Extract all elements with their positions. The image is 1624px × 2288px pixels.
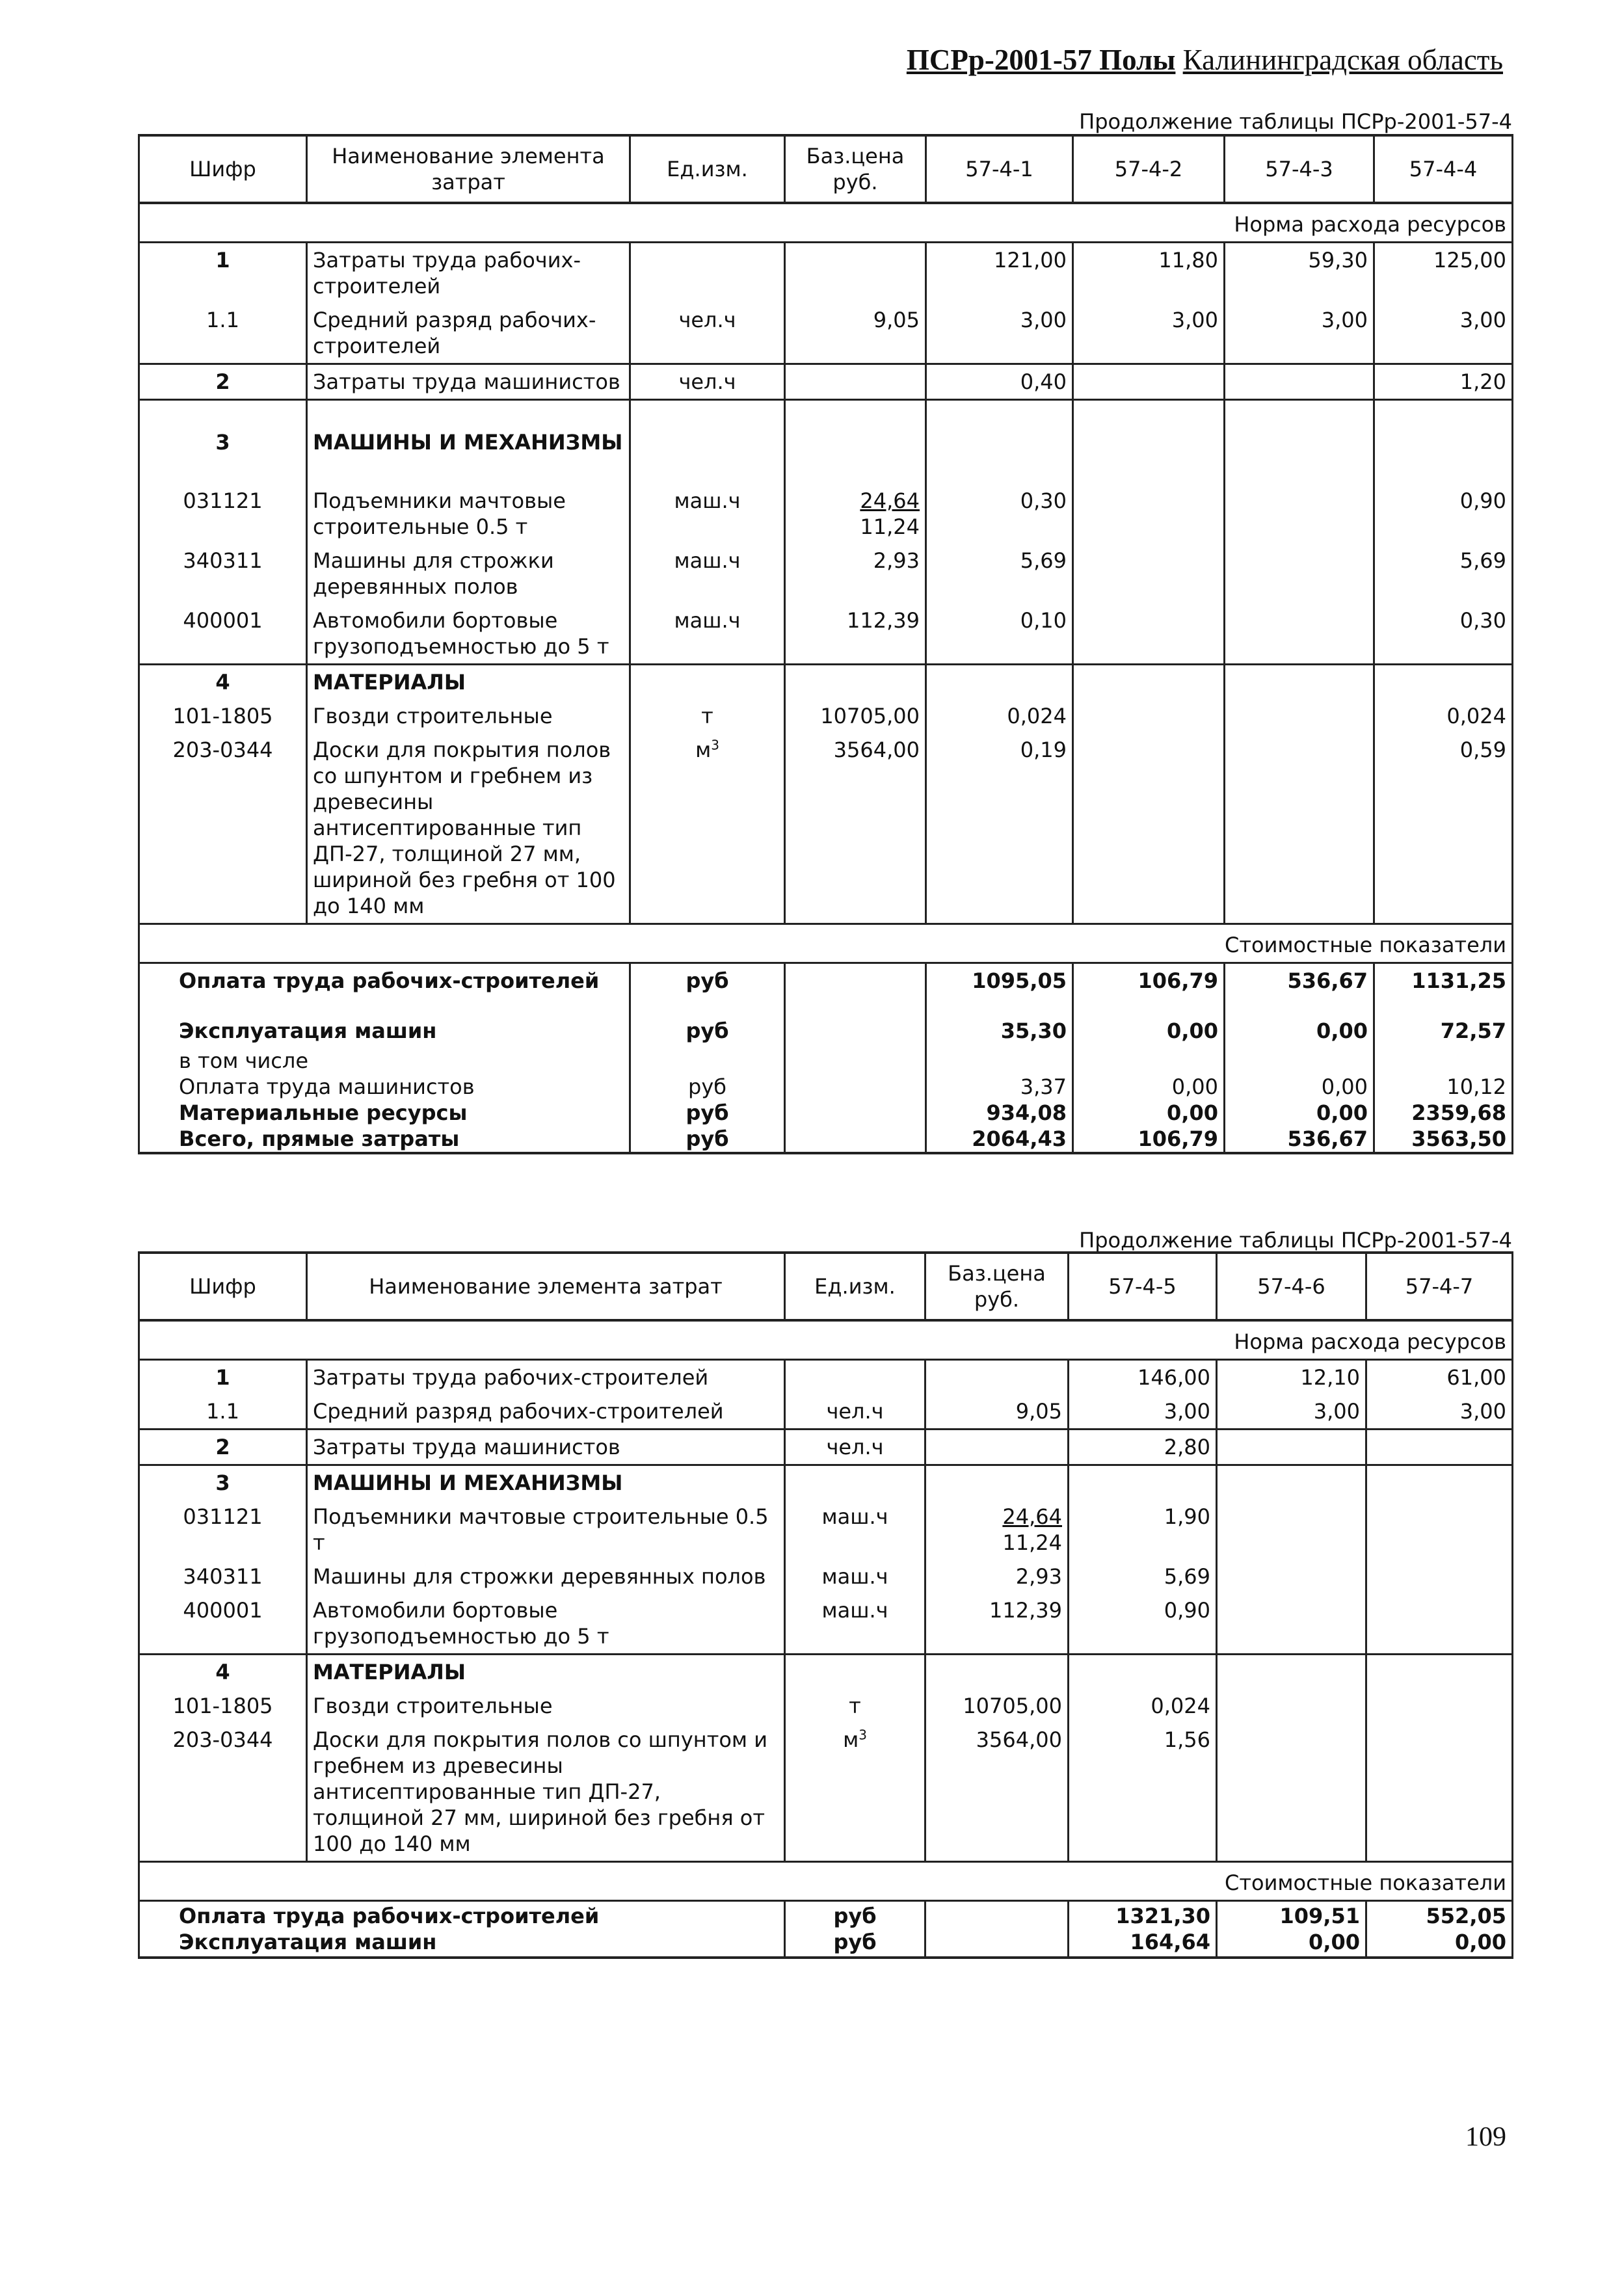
cost-value: 0,00 [1073,1002,1225,1048]
row-code: 031121 [139,1500,307,1560]
row-code: 400001 [139,1593,307,1655]
section-row [139,924,1513,963]
cost-name: Оплата труда рабочих-строителей [139,1900,785,1929]
row-value [1366,1723,1513,1862]
section-label: Стоимостные показатели [139,924,1513,963]
row-value: 3,00 [926,303,1073,364]
table2 [138,1251,1513,1959]
section-row [139,203,1513,242]
row-code: 340311 [139,1560,307,1593]
row-price [785,364,926,399]
cost-unit: руб [630,1100,785,1126]
row-value: 1,56 [1069,1723,1217,1862]
cost-name: Всего, прямые затраты [139,1126,630,1153]
cost-value: 35,30 [926,1002,1073,1048]
row-name: Гвозди строительные [307,1689,785,1723]
row-value: 0,024 [1069,1689,1217,1723]
cost-value: 934,08 [926,1100,1073,1126]
row-value [1073,484,1225,544]
col-header-unit: Ед.изм. [630,135,785,203]
row-value [1217,1429,1366,1465]
row-price: 10705,00 [925,1689,1069,1723]
cost-value: 72,57 [1374,1002,1513,1048]
cost-value: 0,00 [1225,1074,1374,1100]
cost-name: Эксплуатация машин [139,1002,630,1048]
cost-value: 10,12 [1374,1074,1513,1100]
cost-row [139,1074,1513,1100]
row-unit: маш.ч [630,484,785,544]
page-header [907,43,1503,77]
row-value [1073,699,1225,733]
cost-row [139,1900,1513,1929]
row-unit: т [785,1689,925,1723]
section-row [139,1320,1513,1359]
cost-unit: руб [630,1002,785,1048]
table-row [139,303,1513,364]
cost-value: 109,51 [1217,1900,1366,1929]
cost-value: 0,00 [1073,1074,1225,1100]
row-value: 0,90 [1374,484,1513,544]
row-value [1217,1500,1366,1560]
row-unit: т [630,699,785,733]
row-price: 112,39 [785,604,926,665]
table-row [139,1560,1513,1593]
row-value: 1,90 [1069,1500,1217,1560]
row-unit-superscript: 3 [859,1726,867,1742]
row-value: 1,20 [1374,364,1513,399]
cost-value: 0,00 [1073,1100,1225,1126]
cost-value: 0,00 [1217,1929,1366,1958]
row-value [1225,544,1374,604]
col-header-c4: 57-4-4 [1374,135,1513,203]
row-unit-superscript: 3 [711,737,719,753]
row-name: Затраты труда рабочих-строителей [307,242,630,303]
row-value [1225,699,1374,733]
row-price [925,1359,1069,1394]
row-name: Средний разряд рабочих-строителей [307,1394,785,1430]
row-name: Гвозди строительные [307,699,630,733]
row-value: 3,00 [1225,303,1374,364]
cost-row [139,1929,1513,1958]
row-value: 3,00 [1374,303,1513,364]
table-row [139,1394,1513,1430]
row-name: Затраты труда рабочих-строителей [307,1359,785,1394]
col-header-c1: 57-4-5 [1069,1253,1217,1320]
row-value [1073,544,1225,604]
row-value: 5,69 [926,544,1073,604]
row-code: 1 [139,1359,307,1394]
row-unit: маш.ч [630,544,785,604]
cost-unit: руб [785,1900,925,1929]
row-name: МАШИНЫ И МЕХАНИЗМЫ [307,399,630,484]
row-price: 2,93 [785,544,926,604]
row-value: 3,00 [1069,1394,1217,1430]
row-value: 146,00 [1069,1359,1217,1394]
table-row [139,1593,1513,1655]
row-code: 203-0344 [139,733,307,924]
row-value: 59,30 [1225,242,1374,303]
row-value: 61,00 [1366,1359,1513,1394]
table-row [139,699,1513,733]
row-price: 10705,00 [785,699,926,733]
row-unit [785,1359,925,1394]
row-value: 0,30 [1374,604,1513,665]
cost-row [139,963,1513,1002]
row-code: 4 [139,1654,307,1689]
row-unit: маш.ч [630,604,785,665]
cost-row [139,1048,1513,1074]
row-code: 1.1 [139,1394,307,1430]
row-value: 12,10 [1217,1359,1366,1394]
cost-value: 1095,05 [926,963,1073,1002]
col-header-price: Баз.цена руб. [785,135,926,203]
row-name: Подъемники мачтовые строительные 0.5 т [307,1500,785,1560]
section-row [139,1861,1513,1900]
col-header-name: Наименование элемента затрат [307,135,630,203]
row-code: 2 [139,364,307,399]
cost-value: 164,64 [1069,1929,1217,1958]
cost-value: 536,67 [1225,963,1374,1002]
row-value [1225,484,1374,544]
row-name: Доски для покрытия полов со шпунтом и гребнем из древесины антисептированные тип ДП-27, толщиной 27 мм, шириной без гребня от 100 до 140 мм [307,733,630,924]
row-code: 1 [139,242,307,303]
table-row [139,604,1513,665]
row-value [1073,604,1225,665]
cost-name: в том числе [139,1048,630,1074]
row-value: 0,024 [1374,699,1513,733]
row-value: 0,40 [926,364,1073,399]
row-value: 3,00 [1217,1394,1366,1430]
table-row [139,1359,1513,1394]
cost-value: 1131,25 [1374,963,1513,1002]
row-code: 400001 [139,604,307,665]
cost-name: Эксплуатация машин [139,1929,785,1958]
table-row [139,544,1513,604]
cost-unit: руб [630,1126,785,1153]
row-unit: чел.ч [630,303,785,364]
cost-row [139,1100,1513,1126]
row-unit: маш.ч [785,1560,925,1593]
table-row [139,665,1513,700]
section-label: Стоимостные показатели [139,1861,1513,1900]
col-header-c3: 57-4-7 [1366,1253,1513,1320]
cost-name: Оплата труда машинистов [139,1074,630,1100]
row-value: 121,00 [926,242,1073,303]
row-code: 101-1805 [139,699,307,733]
row-value [1225,733,1374,924]
row-name: Средний разряд рабочих-строителей [307,303,630,364]
table-row [139,399,1513,484]
section-label: Норма расхода ресурсов [139,203,1513,242]
row-value [1366,1560,1513,1593]
cost-value: 0,00 [1225,1002,1374,1048]
table-row [139,1429,1513,1465]
cost-value: 3,37 [926,1074,1073,1100]
cost-value: 1321,30 [1069,1900,1217,1929]
cost-name: Материальные ресурсы [139,1100,630,1126]
row-unit: чел.ч [630,364,785,399]
row-price: 24,64 [1002,1504,1062,1529]
row-price: 3564,00 [925,1723,1069,1862]
table-row [139,733,1513,924]
row-value: 11,80 [1073,242,1225,303]
cost-value: 536,67 [1225,1126,1374,1153]
row-unit: маш.ч [785,1593,925,1655]
row-value: 0,10 [926,604,1073,665]
row-unit: м [843,1727,859,1752]
row-value [1217,1723,1366,1862]
table-row [139,1689,1513,1723]
row-value [1217,1689,1366,1723]
row-unit: м [695,738,712,762]
row-value: 5,69 [1069,1560,1217,1593]
row-value [1366,1689,1513,1723]
row-name: МАШИНЫ И МЕХАНИЗМЫ [307,1465,785,1500]
row-name: Доски для покрытия полов со шпунтом и гребнем из древесины антисептированные тип ДП-27, толщиной 27 мм, шириной без гребня от 100 до 140 мм [307,1723,785,1862]
row-value: 0,024 [926,699,1073,733]
row-price: 9,05 [785,303,926,364]
row-name: Машины для строжки деревянных полов [307,544,630,604]
row-price: 2,93 [925,1560,1069,1593]
cost-value: 552,05 [1366,1900,1513,1929]
table-row [139,1500,1513,1560]
row-unit: чел.ч [785,1394,925,1430]
row-value [1366,1593,1513,1655]
row-price-secondary: 11,24 [1002,1530,1062,1555]
row-value: 0,30 [926,484,1073,544]
col-header-c3: 57-4-3 [1225,135,1374,203]
row-name: Автомобили бортовые грузоподъемностью до 5 т [307,1593,785,1655]
row-value: 125,00 [1374,242,1513,303]
row-code: 4 [139,665,307,700]
table-row [139,1465,1513,1500]
row-price [925,1429,1069,1465]
row-value [1217,1593,1366,1655]
row-value [1366,1429,1513,1465]
page-number: 109 [1465,2122,1506,2152]
table-row [139,484,1513,544]
section-label: Норма расхода ресурсов [139,1320,1513,1359]
col-header-price: Баз.цена руб. [925,1253,1069,1320]
row-value [1225,364,1374,399]
row-price [785,242,926,303]
row-value: 0,59 [1374,733,1513,924]
table-row [139,364,1513,399]
row-name: Затраты труда машинистов [307,1429,785,1465]
row-name: Затраты труда машинистов [307,364,630,399]
row-price-secondary: 11,24 [860,514,920,539]
table2-caption: Продолжение таблицы ПСРр-2001-57-4 [1079,1228,1512,1253]
row-value: 0,90 [1069,1593,1217,1655]
row-code: 031121 [139,484,307,544]
row-value: 5,69 [1374,544,1513,604]
row-price: 24,64 [860,488,920,513]
cost-unit: руб [630,963,785,1002]
table2-header-row [139,1253,1513,1320]
row-unit: маш.ч [785,1500,925,1560]
table-row [139,1654,1513,1689]
col-header-unit: Ед.изм. [785,1253,925,1320]
row-name: Подъемники мачтовые строительные 0.5 т [307,484,630,544]
col-header-c1: 57-4-1 [926,135,1073,203]
row-code: 101-1805 [139,1689,307,1723]
cost-value: 0,00 [1366,1929,1513,1958]
cost-row [139,1126,1513,1153]
row-code: 340311 [139,544,307,604]
row-name: МАТЕРИАЛЫ [307,1654,785,1689]
row-price: 9,05 [925,1394,1069,1430]
row-value [1073,733,1225,924]
cost-value: 2064,43 [926,1126,1073,1153]
cost-unit: руб [785,1929,925,1958]
row-name: МАТЕРИАЛЫ [307,665,630,700]
row-name: Машины для строжки деревянных полов [307,1560,785,1593]
row-code: 1.1 [139,303,307,364]
table1-caption: Продолжение таблицы ПСРр-2001-57-4 [1079,109,1512,134]
cost-value: 106,79 [1073,1126,1225,1153]
cost-value: 2359,68 [1374,1100,1513,1126]
row-value: 0,19 [926,733,1073,924]
table-row [139,242,1513,303]
cost-value: 106,79 [1073,963,1225,1002]
row-price: 3564,00 [785,733,926,924]
cost-row [139,1002,1513,1048]
col-header-code: Шифр [139,1253,307,1320]
row-code: 203-0344 [139,1723,307,1862]
row-unit: чел.ч [785,1429,925,1465]
row-value [1366,1500,1513,1560]
cost-unit: руб [630,1074,785,1100]
col-header-c2: 57-4-6 [1217,1253,1366,1320]
row-value [1217,1560,1366,1593]
row-code: 3 [139,1465,307,1500]
cost-value: 3563,50 [1374,1126,1513,1153]
cost-value: 0,00 [1225,1100,1374,1126]
document-region: Калининградская область [1182,44,1503,76]
table1 [138,134,1513,1154]
col-header-code: Шифр [139,135,307,203]
col-header-c2: 57-4-2 [1073,135,1225,203]
row-value: 3,00 [1366,1394,1513,1430]
row-code: 3 [139,399,307,484]
table1-header-row [139,135,1513,203]
row-value: 3,00 [1073,303,1225,364]
cost-name: Оплата труда рабочих-строителей [139,963,630,1002]
row-price: 112,39 [925,1593,1069,1655]
row-value [1225,604,1374,665]
row-value: 2,80 [1069,1429,1217,1465]
row-code: 2 [139,1429,307,1465]
row-unit [630,242,785,303]
document-code: ПСРр-2001-57 Полы [906,44,1176,76]
table-row [139,1723,1513,1862]
row-value [1073,364,1225,399]
col-header-name: Наименование элемента затрат [307,1253,785,1320]
row-name: Автомобили бортовые грузоподъемностью до 5 т [307,604,630,665]
